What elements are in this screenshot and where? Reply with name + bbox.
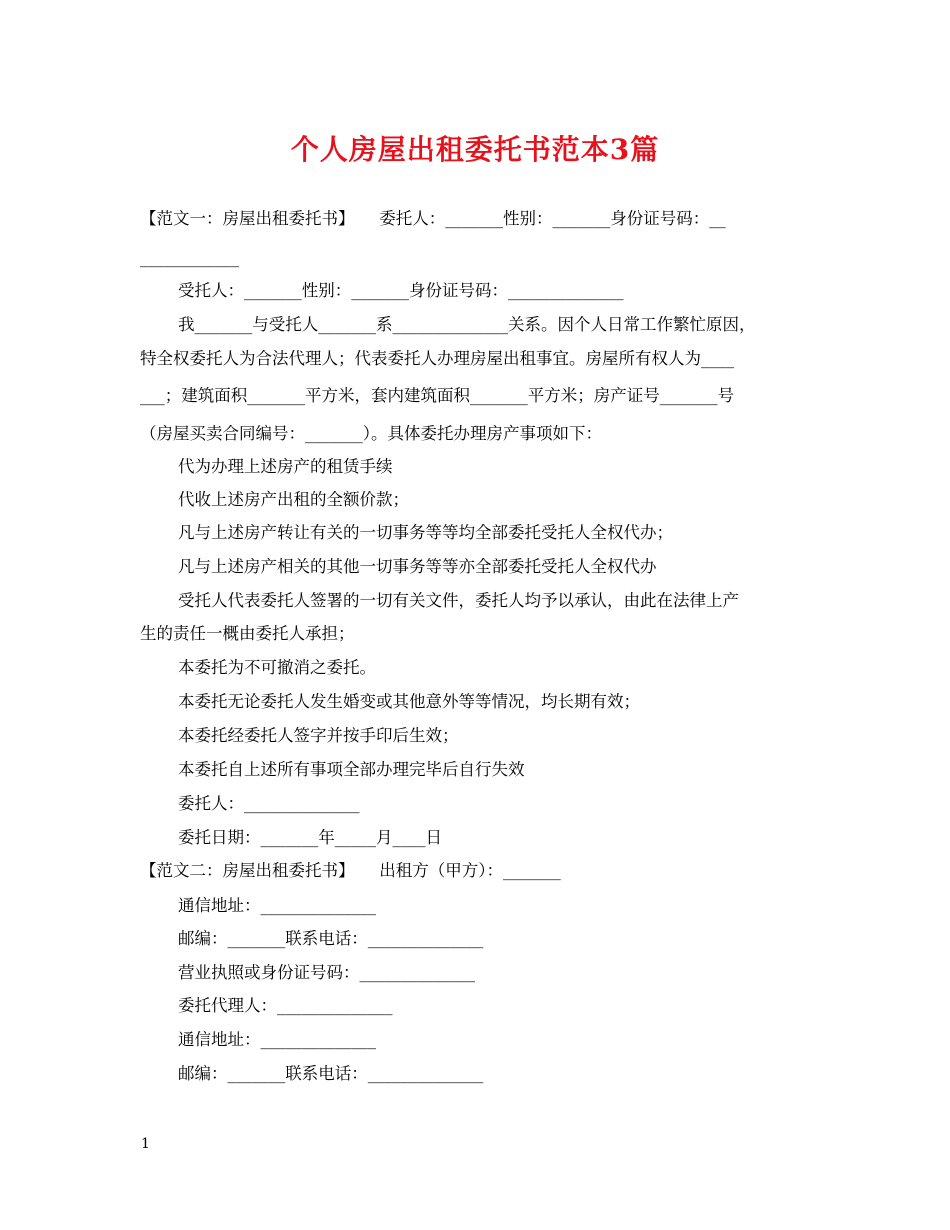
text-line: 委托代理人：______________	[178, 996, 393, 1015]
text-line: 生的责任一概由委托人承担；	[140, 624, 355, 643]
text-line-sample2-header: 【范文二：房屋出租委托书】 出租方（甲方）：_______	[140, 861, 561, 880]
text-line: 通信地址：______________	[178, 896, 376, 915]
text-line: 代为办理上述房产的租赁手续	[178, 457, 393, 476]
text-line: 通信地址：______________	[178, 1030, 376, 1049]
text-line: 委托日期：_______年_____月____日	[178, 828, 442, 847]
text-line: 凡与上述房产转让有关的一切事务等等均全部委托受托人全权代办；	[178, 523, 673, 542]
text-line: 我_______与受托人_______系______________关系。因个人日常工作繁忙原因，	[178, 315, 756, 334]
text-line: 特全权委托人为合法代理人；代表委托人办理房屋出租事宜。房屋所有权人为____	[140, 349, 734, 368]
text-line: 委托人：______________	[178, 794, 360, 813]
text-line: 本委托经委托人签字并按手印后生效；	[178, 726, 459, 745]
text-line: 邮编：_______联系电话：______________	[178, 1064, 484, 1083]
text-line: 代收上述房产出租的全额价款；	[178, 490, 409, 509]
text-line: ___；建筑面积_______平方米，套内建筑面积_______平方米；房产证号_______号	[140, 386, 734, 405]
document-title: 个人房屋出租委托书范本3篇	[290, 133, 660, 166]
text-line: 受托人代表委托人签署的一切有关文件，委托人均予以承认，由此在法律上产	[178, 591, 739, 610]
text-line: 本委托为不可撤消之委托。	[178, 658, 376, 677]
text-line: 本委托无论委托人发生婚变或其他意外等等情况，均长期有效；	[178, 692, 640, 711]
page-number: 1	[141, 1136, 150, 1152]
text-line-sample1-header: 【范文一：房屋出租委托书】 委托人：_______性别：_______身份证号码：__	[140, 209, 726, 228]
text-line: 受托人：_______性别：_______身份证号码：______________	[178, 281, 624, 300]
text-line: ____________	[140, 248, 239, 267]
text-line: 凡与上述房产相关的其他一切事务等等亦全部委托受托人全权代办	[178, 557, 657, 576]
text-line: 邮编：_______联系电话：______________	[178, 929, 484, 948]
text-line: 本委托自上述所有事项全部办理完毕后自行失效	[178, 760, 525, 779]
text-line: 营业执照或身份证号码：______________	[178, 963, 475, 982]
text-line: （房屋买卖合同编号：_______）。具体委托办理房产事项如下：	[140, 424, 602, 443]
